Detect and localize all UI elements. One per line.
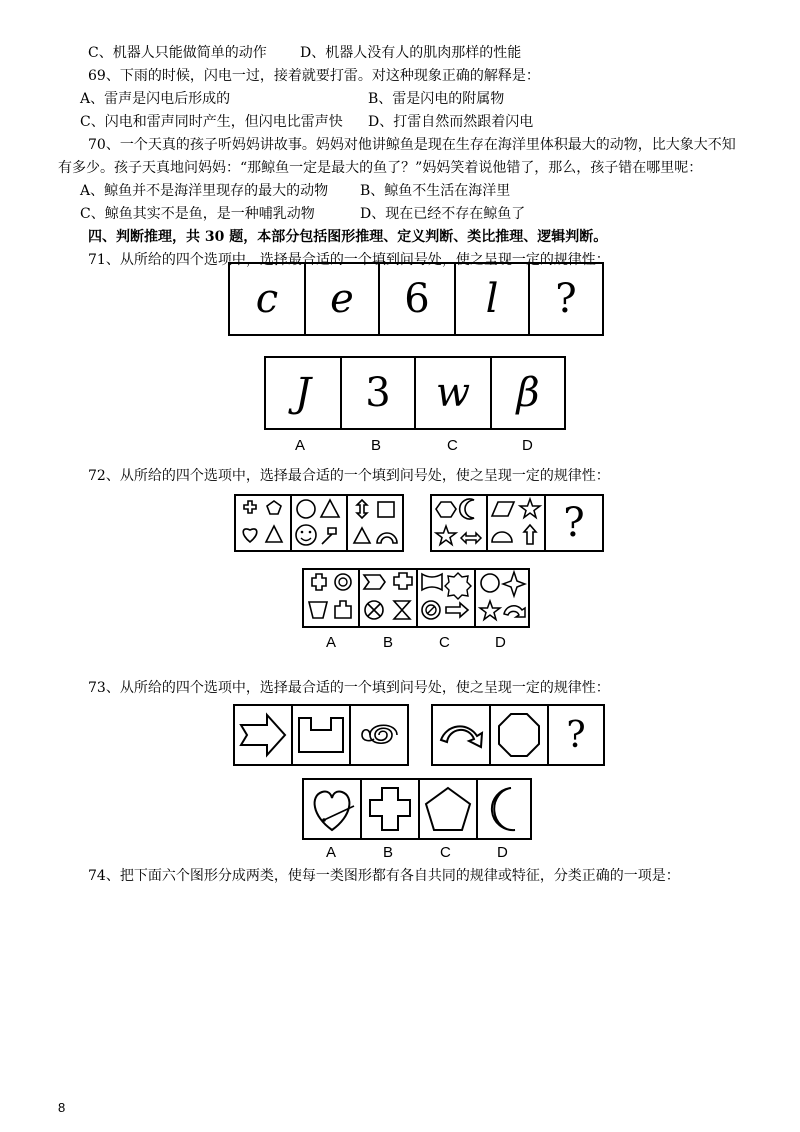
- q71-question-mark: ?: [555, 276, 577, 322]
- q72-g1-shapes-2: [292, 496, 346, 550]
- q69-option-d: D、打雷自然而然跟着闪电: [368, 114, 534, 130]
- q73-arrow-shape: [235, 706, 291, 764]
- q73-choices-row: [302, 778, 532, 840]
- q72-sequence-group-1: [234, 494, 404, 552]
- q72-sequence-group-2: [430, 494, 604, 552]
- q70-option-b: B、鲸鱼不生活在海洋里: [360, 183, 511, 199]
- q72-g1-shapes-3: [349, 496, 401, 550]
- q71-seq-cell-2: [306, 264, 380, 334]
- q70-option-d: D、现在已经不存在鲸鱼了: [360, 206, 526, 222]
- q73-stem: 73、从所给的四个选项中，选择最合适的一个填到问号处，使之呈现一定的规律性：: [88, 680, 610, 696]
- q70-stem-line1: 70、一个天真的孩子听妈妈讲故事。妈妈对他讲鲸鱼是现在生存在海洋里体积最大的动物，比大象大不知: [88, 137, 736, 153]
- q72-question-mark: ?: [563, 500, 585, 546]
- q71-choice-cell-d: [492, 358, 564, 428]
- q71-choice-cell-a: [266, 358, 342, 428]
- q73-octagon-shape: [491, 706, 547, 764]
- q71-choice-a: J: [294, 370, 312, 416]
- q72-choice-cell-d: [476, 570, 528, 626]
- q71-choice-c: w: [435, 370, 471, 416]
- q70-stem-line2: 有多少。孩子天真地问妈妈：“那鲸鱼一定是最大的鱼了？”妈妈笑着说他错了，那么，孩子错在哪里呢：: [58, 160, 703, 176]
- q71-seq-1: c: [255, 276, 279, 322]
- q72-label-a: A: [326, 634, 337, 651]
- q73-g1-cell-3: [351, 706, 407, 764]
- q72-choice-b-shapes: [360, 570, 416, 626]
- q69-stem: 69、下雨的时候，闪电一过，接着就要打雷。对这种现象正确的解释是：: [88, 68, 540, 84]
- q72-choice-c-shapes: [418, 570, 474, 626]
- q73-label-d: D: [497, 844, 508, 861]
- q73-choice-cell-a: [304, 780, 362, 838]
- q73-g2-cell-1: [433, 706, 491, 764]
- q71-sequence-row: [228, 262, 604, 336]
- q73-sequence-group-1: [233, 704, 409, 766]
- q73-g2-cell-3: [549, 706, 603, 764]
- q72-label-d: D: [495, 634, 506, 651]
- q71-seq-2: e: [330, 276, 354, 322]
- q72-label-c: C: [439, 634, 450, 651]
- q71-seq-cell-5: [530, 264, 602, 334]
- q71-seq-cell-3: [380, 264, 456, 334]
- q72-choices-row: [302, 568, 530, 628]
- q71-label-a: A: [295, 437, 306, 454]
- q73-label-b: B: [383, 844, 394, 861]
- q71-choice-cell-b: [342, 358, 416, 428]
- q72-stem: 72、从所给的四个选项中，选择最合适的一个填到问号处，使之呈现一定的规律性：: [88, 468, 610, 484]
- q72-g1-shapes-1: [236, 496, 290, 550]
- q71-choice-b: 3: [365, 370, 391, 416]
- q69-option-c: C、闪电和雷声同时产生，但闪电比雷声快: [80, 114, 343, 130]
- q72-label-b: B: [383, 634, 394, 651]
- q72-g1-cell-2: [292, 496, 348, 550]
- q73-g2-cell-2: [491, 706, 549, 764]
- q71-label-c: C: [447, 437, 458, 454]
- q71-seq-cell-4: [456, 264, 530, 334]
- q73-label-c: C: [440, 844, 451, 861]
- q73-choice-c-pentagon: [420, 780, 476, 838]
- q71-label-d: D: [522, 437, 533, 454]
- section-heading: 四、判断推理，共 30 题，本部分包括图形推理、定义判断、类比推理、逻辑判断。: [88, 229, 608, 245]
- q71-stem: 71、从所给的四个选项中，选择最合适的一个填到问号处，使之呈现一定的规律性：: [88, 252, 610, 268]
- q72-g1-cell-1: [236, 496, 292, 550]
- q71-label-b: B: [371, 437, 382, 454]
- q72-g1-cell-3: [348, 496, 402, 550]
- q72-choice-a-shapes: [304, 570, 358, 626]
- q71-seq-cell-1: [230, 264, 306, 334]
- q72-choice-cell-a: [304, 570, 360, 626]
- q72-g2-cell-1: [432, 496, 488, 550]
- q71-choices-row: [264, 356, 566, 430]
- q71-seq-4: l: [485, 276, 499, 322]
- q70-option-a: A、鲸鱼并不是海洋里现存的最大的动物: [80, 183, 329, 199]
- q73-curved-arrow-shape: [433, 706, 489, 764]
- q73-choice-d-crescent: [479, 780, 529, 838]
- q72-choice-d-shapes: [477, 570, 527, 626]
- q73-sequence-group-2: [431, 704, 605, 766]
- q73-choice-a-heart: [304, 780, 360, 838]
- q69-option-b: B、雷是闪电的附属物: [368, 91, 505, 107]
- q68-option-c: C、机器人只能做简单的动作: [88, 45, 267, 61]
- q70-option-c: C、鲸鱼其实不是鱼，是一种哺乳动物: [80, 206, 315, 222]
- q73-label-a: A: [326, 844, 337, 861]
- q72-g2-cell-3: [546, 496, 602, 550]
- q73-choice-cell-b: [362, 780, 420, 838]
- q71-choice-d: β: [516, 370, 540, 416]
- q73-choice-cell-d: [478, 780, 530, 838]
- page-number: 8: [58, 1100, 66, 1115]
- q73-choice-b-cross: [362, 780, 418, 838]
- q73-question-mark: ?: [566, 714, 586, 756]
- q73-choice-cell-c: [420, 780, 478, 838]
- q73-notch-shape: [293, 706, 349, 764]
- q74-stem: 74、把下面六个图形分成两类，使每一类图形都有各自共同的规律或特征，分类正确的一项是：: [88, 868, 680, 884]
- q72-g2-shapes-2: [488, 496, 544, 550]
- q71-seq-3: 6: [404, 276, 430, 322]
- q72-g2-shapes-1: [432, 496, 486, 550]
- q73-g1-cell-2: [293, 706, 351, 764]
- q72-g2-cell-2: [488, 496, 546, 550]
- q72-choice-cell-c: [418, 570, 476, 626]
- q72-choice-cell-b: [360, 570, 418, 626]
- q73-spiral-shape: [352, 706, 406, 764]
- q69-option-a: A、雷声是闪电后形成的: [80, 91, 231, 107]
- q68-option-d: D、机器人没有人的肌肉那样的性能: [300, 45, 522, 61]
- q71-choice-cell-c: [416, 358, 492, 428]
- q73-g1-cell-1: [235, 706, 293, 764]
